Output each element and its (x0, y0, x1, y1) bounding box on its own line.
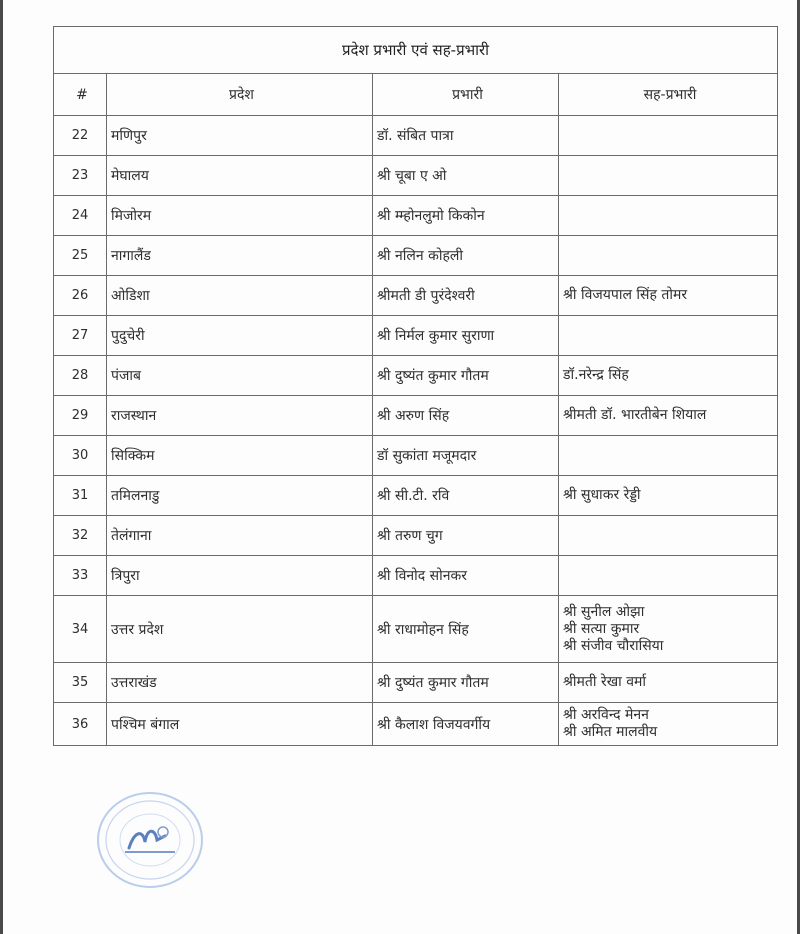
column-header-incharge: प्रभारी (373, 74, 559, 116)
state-cell: उत्तर प्रदेश (107, 596, 373, 663)
state-cell: तमिलनाडु (107, 476, 373, 516)
incharge-table (53, 26, 778, 746)
incharge-cell: श्री सी.टी. रवि (373, 476, 559, 516)
co-incharge-name: श्री अमित मालवीय (563, 724, 658, 740)
row-number: 31 (54, 476, 107, 516)
incharge-cell: श्री कैलाश विजयवर्गीय (373, 703, 559, 746)
co-incharge-cell (559, 356, 778, 396)
co-incharge-name: डॉ.नरेन्द्र सिंह (563, 367, 629, 383)
row-number: 35 (54, 663, 107, 703)
incharge-cell: श्री चूबा ए ओ (373, 156, 559, 196)
co-incharge-cell (559, 316, 778, 356)
state-cell: तेलंगाना (107, 516, 373, 556)
co-incharge-cell (559, 556, 778, 596)
row-number: 25 (54, 236, 107, 276)
co-incharge-cell (559, 516, 778, 556)
table-row (54, 396, 778, 436)
incharge-cell: डॉ. संबित पात्रा (373, 116, 559, 156)
state-cell: त्रिपुरा (107, 556, 373, 596)
co-incharge-name: श्रीमती रेखा वर्मा (563, 674, 647, 690)
row-number: 22 (54, 116, 107, 156)
co-incharge-cell (559, 196, 778, 236)
incharge-cell: श्री तरुण चुग (373, 516, 559, 556)
document-page (3, 0, 797, 934)
row-number: 23 (54, 156, 107, 196)
column-header-state: प्रदेश (107, 74, 373, 116)
incharge-cell: डॉ सुकांता मजूमदार (373, 436, 559, 476)
state-cell: पुदुचेरी (107, 316, 373, 356)
state-cell: उत्तराखंड (107, 663, 373, 703)
table-title: प्रदेश प्रभारी एवं सह-प्रभारी (54, 27, 778, 74)
state-cell: पंजाब (107, 356, 373, 396)
co-incharge-name: श्री विजयपाल सिंह तोमर (563, 287, 688, 303)
state-cell: पश्चिम बंगाल (107, 703, 373, 746)
incharge-cell: श्री दुष्यंत कुमार गौतम (373, 663, 559, 703)
table-row (54, 156, 778, 196)
row-number: 27 (54, 316, 107, 356)
state-cell: सिक्किम (107, 436, 373, 476)
incharge-cell: श्री निर्मल कुमार सुराणा (373, 316, 559, 356)
row-number: 32 (54, 516, 107, 556)
incharge-cell: श्री दुष्यंत कुमार गौतम (373, 356, 559, 396)
incharge-cell: श्री म्म्होनलुमो किकोन (373, 196, 559, 236)
table-row (54, 236, 778, 276)
state-cell: मणिपुर (107, 116, 373, 156)
co-incharge-cell (559, 156, 778, 196)
column-header-number: # (54, 74, 107, 116)
incharge-cell: श्री विनोद सोनकर (373, 556, 559, 596)
co-incharge-cell (559, 236, 778, 276)
row-number: 33 (54, 556, 107, 596)
table-row (54, 196, 778, 236)
table-row (54, 663, 778, 703)
table-row (54, 276, 778, 316)
table-row (54, 116, 778, 156)
co-incharge-name: श्री अरविन्द मेनन (563, 707, 649, 723)
co-incharge-name: श्री सत्या कुमार (563, 620, 640, 637)
column-header-co-incharge: सह-प्रभारी (559, 74, 778, 116)
incharge-cell: श्री नलिन कोहली (373, 236, 559, 276)
table-row (54, 516, 778, 556)
state-cell: राजस्थान (107, 396, 373, 436)
table-row (54, 476, 778, 516)
co-incharge-cell (559, 663, 778, 703)
table-row (54, 556, 778, 596)
co-incharge-cell (559, 436, 778, 476)
table-row (54, 316, 778, 356)
incharge-cell: श्रीमती डी पुरंदेश्वरी (373, 276, 559, 316)
incharge-cell: श्री राधामोहन सिंह (373, 596, 559, 663)
state-cell: मिजोरम (107, 196, 373, 236)
co-incharge-cell (559, 596, 778, 663)
row-number: 34 (54, 596, 107, 663)
table-row (54, 596, 778, 663)
row-number: 28 (54, 356, 107, 396)
state-cell: ओडिशा (107, 276, 373, 316)
table-row (54, 356, 778, 396)
table-body (54, 116, 778, 746)
co-incharge-name: श्री सुधाकर रेड्डी (563, 487, 641, 503)
table-row (54, 703, 778, 746)
co-incharge-name: श्रीमती डॉ. भारतीबेन शियाल (563, 407, 707, 423)
state-cell: मेघालय (107, 156, 373, 196)
row-number: 24 (54, 196, 107, 236)
row-number: 29 (54, 396, 107, 436)
table-title-row (54, 27, 778, 74)
co-incharge-name: श्री सुनील ओझा (563, 603, 645, 620)
row-number: 36 (54, 703, 107, 746)
row-number: 26 (54, 276, 107, 316)
co-incharge-cell (559, 476, 778, 516)
co-incharge-cell (559, 703, 778, 746)
table-header-row (54, 74, 778, 116)
party-seal-icon (95, 790, 205, 890)
table-row (54, 436, 778, 476)
row-number: 30 (54, 436, 107, 476)
co-incharge-cell (559, 116, 778, 156)
co-incharge-cell (559, 396, 778, 436)
incharge-cell: श्री अरुण सिंह (373, 396, 559, 436)
co-incharge-cell (559, 276, 778, 316)
co-incharge-name: श्री संजीव चौरासिया (563, 637, 664, 654)
state-cell: नागालैंड (107, 236, 373, 276)
